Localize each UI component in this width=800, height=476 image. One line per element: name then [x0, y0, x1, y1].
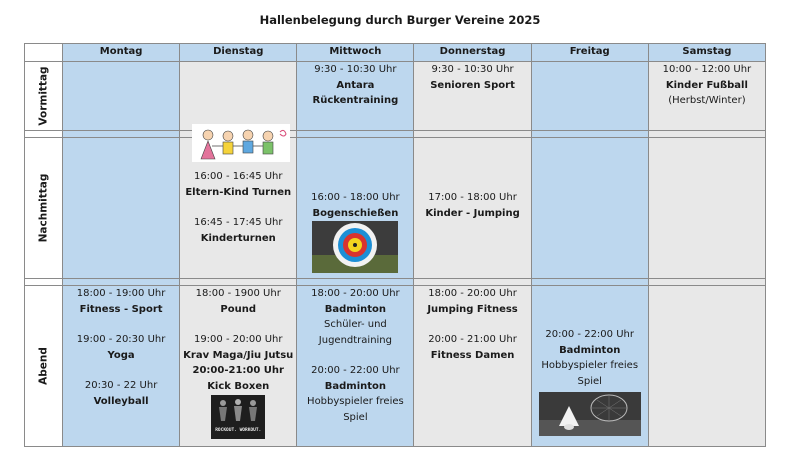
day-header-dienstag: Dienstag — [180, 44, 297, 62]
activity-note: Schüler- und — [324, 319, 387, 330]
activity-name: Badminton — [324, 380, 387, 392]
cell-montag-nachmittag — [63, 138, 180, 279]
cell-dienstag-vormittag — [180, 62, 297, 131]
time-text: 20:00 - 21:00 Uhr — [428, 334, 517, 345]
activity-name: Kinder - Jumping — [425, 207, 520, 219]
cell-dienstag-nachmittag — [180, 138, 297, 279]
activity-name: Badminton — [559, 344, 621, 356]
activity-name: Senioren Sport — [430, 79, 515, 91]
cell-montag-vormittag — [63, 62, 180, 131]
time-text: 18:00 - 20:00 Uhr — [428, 288, 517, 299]
activity-name: Krav Maga/Jiu Jutsu — [183, 349, 294, 361]
time-text: 10:00 - 12:00 Uhr — [662, 64, 752, 75]
activity-name: Fitness Damen — [430, 349, 515, 361]
activity-name: Kinderturnen — [200, 232, 276, 244]
header-row — [25, 44, 766, 62]
activity-note: Hobbyspieler freies — [307, 396, 404, 407]
activity-name: Volleyball — [93, 395, 149, 407]
day-header-freitag: Freitag — [531, 44, 648, 62]
time-text: 20:00-21:00 Uhr — [192, 365, 284, 376]
cell-donnerstag-vormittag — [414, 62, 531, 131]
fighters-icon — [211, 395, 265, 425]
time-text: 20:00 - 22:00 Uhr — [311, 365, 400, 376]
row-abend — [25, 286, 766, 447]
row-label-abend: Abend — [25, 286, 63, 447]
time-text: 20:30 - 22 Uhr — [84, 380, 158, 391]
time-text: 18:00 - 20:00 Uhr — [311, 288, 400, 299]
cell-freitag-vormittag — [531, 62, 648, 131]
cell-samstag-abend — [648, 286, 765, 447]
activity-name: Eltern-Kind Turnen — [185, 186, 292, 198]
cell-dienstag-abend — [180, 286, 297, 447]
activity-name: Antara Rückentraining — [312, 79, 399, 106]
time-text: 19:00 - 20:30 Uhr — [76, 334, 166, 345]
corner-cell — [25, 44, 63, 62]
time-text: 18:00 - 1900 Uhr — [195, 288, 281, 299]
day-header-samstag: Samstag — [648, 44, 765, 62]
cell-mittwoch-nachmittag — [297, 138, 414, 279]
activity-name: Kinder Fußball — [665, 79, 748, 91]
cell-donnerstag-nachmittag — [414, 138, 531, 279]
time-text: 9:30 - 10:30 Uhr — [314, 64, 397, 75]
activity-name: Fitness - Sport — [79, 303, 163, 315]
cell-mittwoch-vormittag — [297, 62, 414, 131]
time-text: 16:00 - 18:00 Uhr — [311, 192, 400, 203]
time-text: 16:00 - 16:45 Uhr — [193, 171, 283, 182]
activity-name: Pound — [220, 303, 257, 315]
gap-row — [25, 279, 766, 286]
activity-name: Kick Boxen — [207, 380, 270, 392]
cell-freitag-abend — [531, 286, 648, 447]
activity-name: Bogenschießen — [312, 207, 399, 219]
cell-samstag-nachmittag — [648, 138, 765, 279]
activity-name: Badminton — [324, 303, 387, 315]
row-nachmittag — [25, 138, 766, 279]
time-text: 18:00 - 19:00 Uhr — [76, 288, 166, 299]
archery-target-icon — [312, 221, 398, 273]
activity-name: Yoga — [107, 349, 135, 361]
row-vormittag — [25, 62, 766, 131]
activity-note: Jugendtraining — [318, 334, 392, 346]
row-label-vormittag: Vormittag — [25, 62, 63, 131]
time-text: 20:00 - 22:00 Uhr — [545, 329, 634, 340]
children-illustration-icon — [192, 124, 290, 162]
kickbox-poster-image — [211, 395, 265, 439]
day-header-mittwoch: Mittwoch — [297, 44, 414, 62]
time-text: 19:00 - 20:00 Uhr — [193, 334, 283, 345]
cell-freitag-nachmittag — [531, 138, 648, 279]
time-text: 9:30 - 10:30 Uhr — [431, 64, 514, 75]
cell-donnerstag-abend — [414, 286, 531, 447]
page-title: Hallenbelegung durch Burger Vereine 2025 — [259, 13, 541, 27]
row-label-nachmittag: Nachmittag — [25, 138, 63, 279]
badminton-shuttlecock-icon — [539, 392, 641, 436]
cell-montag-abend — [63, 286, 180, 447]
activity-note: Spiel — [343, 411, 368, 423]
kickbox-logo-text: ROCKOUT. WORKOUT. — [215, 428, 262, 433]
schedule-table — [24, 43, 766, 447]
cell-samstag-vormittag — [648, 62, 765, 131]
cell-mittwoch-abend — [297, 286, 414, 447]
activity-note: (Herbst/Winter) — [668, 95, 746, 106]
gap-row — [25, 131, 766, 138]
day-header-montag: Montag — [63, 44, 180, 62]
time-text: 16:45 - 17:45 Uhr — [193, 217, 283, 228]
day-header-donnerstag: Donnerstag — [414, 44, 531, 62]
activity-note: Spiel — [577, 375, 602, 387]
activity-note: Hobbyspieler freies — [541, 360, 639, 371]
activity-name: Jumping Fitness — [427, 303, 518, 315]
time-text: 17:00 - 18:00 Uhr — [428, 192, 517, 203]
